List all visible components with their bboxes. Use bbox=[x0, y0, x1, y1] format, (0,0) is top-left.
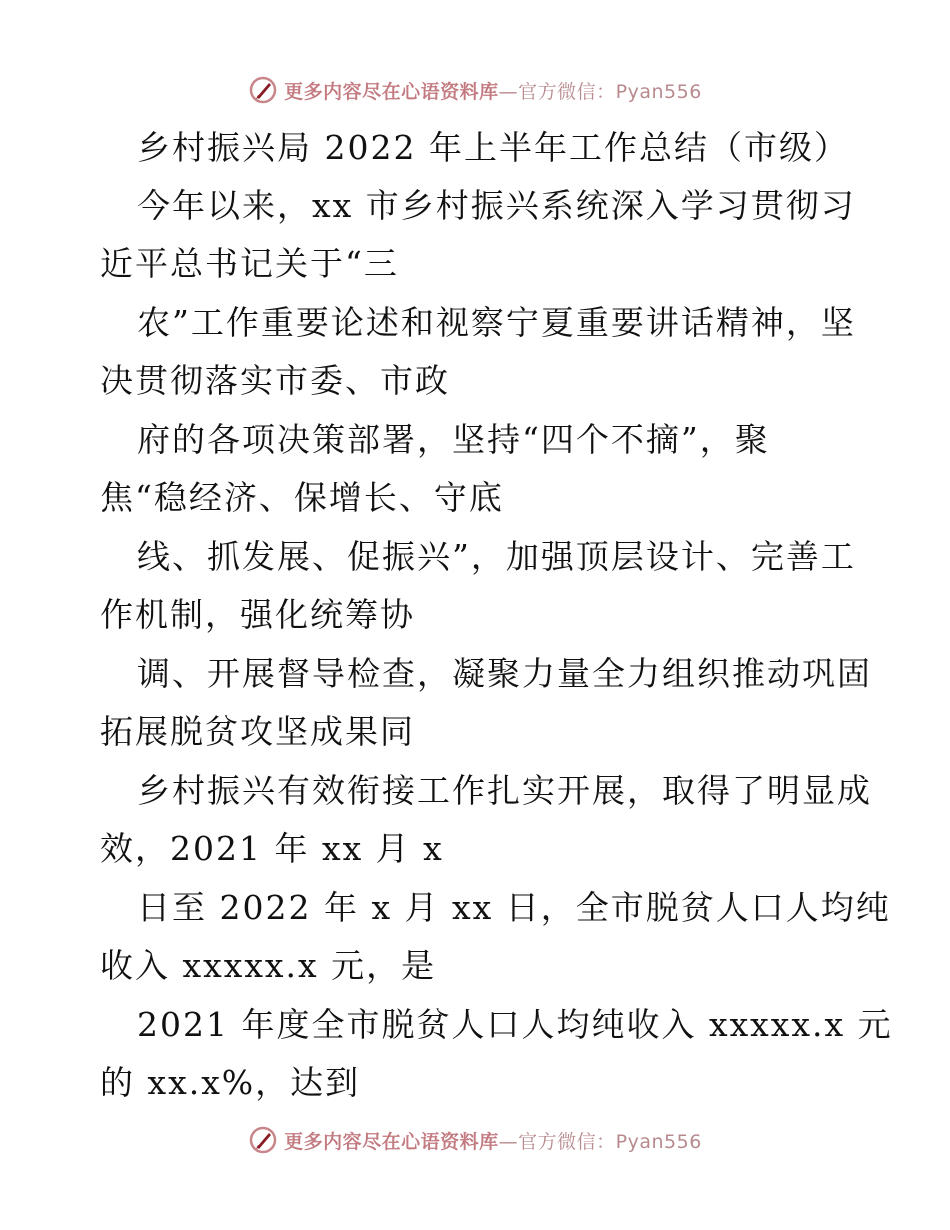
footer-watermark bbox=[0, 1120, 950, 1160]
text-line: 日至 2022 年 x 月 xx 日，全市脱贫人口人均纯 bbox=[137, 888, 891, 927]
text-line: 决贯彻落实市委、市政 bbox=[100, 361, 450, 400]
document-title: 乡村振兴局 2022 年上半年工作总结（市级） bbox=[137, 128, 849, 167]
text-line: 调、开展督导检查，凝聚力量全力组织推动巩固 bbox=[137, 654, 872, 693]
quill-logo-icon bbox=[248, 1125, 278, 1155]
text-line: 的 xx.x%，达到 bbox=[100, 1063, 361, 1102]
text-line: 作机制，强化统筹协 bbox=[100, 595, 415, 634]
text-line: 2021 年度全市脱贫人口人均纯收入 xxxxx.x 元 bbox=[137, 1005, 893, 1044]
text-line: 农”工作重要论述和视察宁夏重要讲话精神，坚 bbox=[137, 303, 856, 342]
header-watermark bbox=[0, 70, 950, 110]
text-line: 拓展脱贫攻坚成果同 bbox=[100, 712, 415, 751]
quill-logo-icon bbox=[248, 75, 278, 105]
watermark-text: 更多内容尽在心语资料库—官方微信：Pyan556 bbox=[284, 1130, 702, 1153]
text-line: 焦“稳经济、保增长、守底 bbox=[100, 478, 504, 517]
text-line: 府的各项决策部署，坚持“四个不摘”，聚 bbox=[137, 420, 770, 459]
watermark-text: 更多内容尽在心语资料库—官方微信：Pyan556 bbox=[284, 80, 702, 103]
text-line: 效，2021 年 xx 月 x bbox=[100, 829, 444, 868]
text-line: 今年以来，xx 市乡村振兴系统深入学习贯彻习 bbox=[137, 186, 856, 225]
text-line: 收入 xxxxx.x 元，是 bbox=[100, 946, 437, 985]
text-line: 线、抓发展、促振兴”，加强顶层设计、完善工 bbox=[137, 537, 856, 576]
text-line: 近平总书记关于“三 bbox=[100, 244, 399, 283]
text-line: 乡村振兴有效衔接工作扎实开展，取得了明显成 bbox=[137, 771, 872, 810]
